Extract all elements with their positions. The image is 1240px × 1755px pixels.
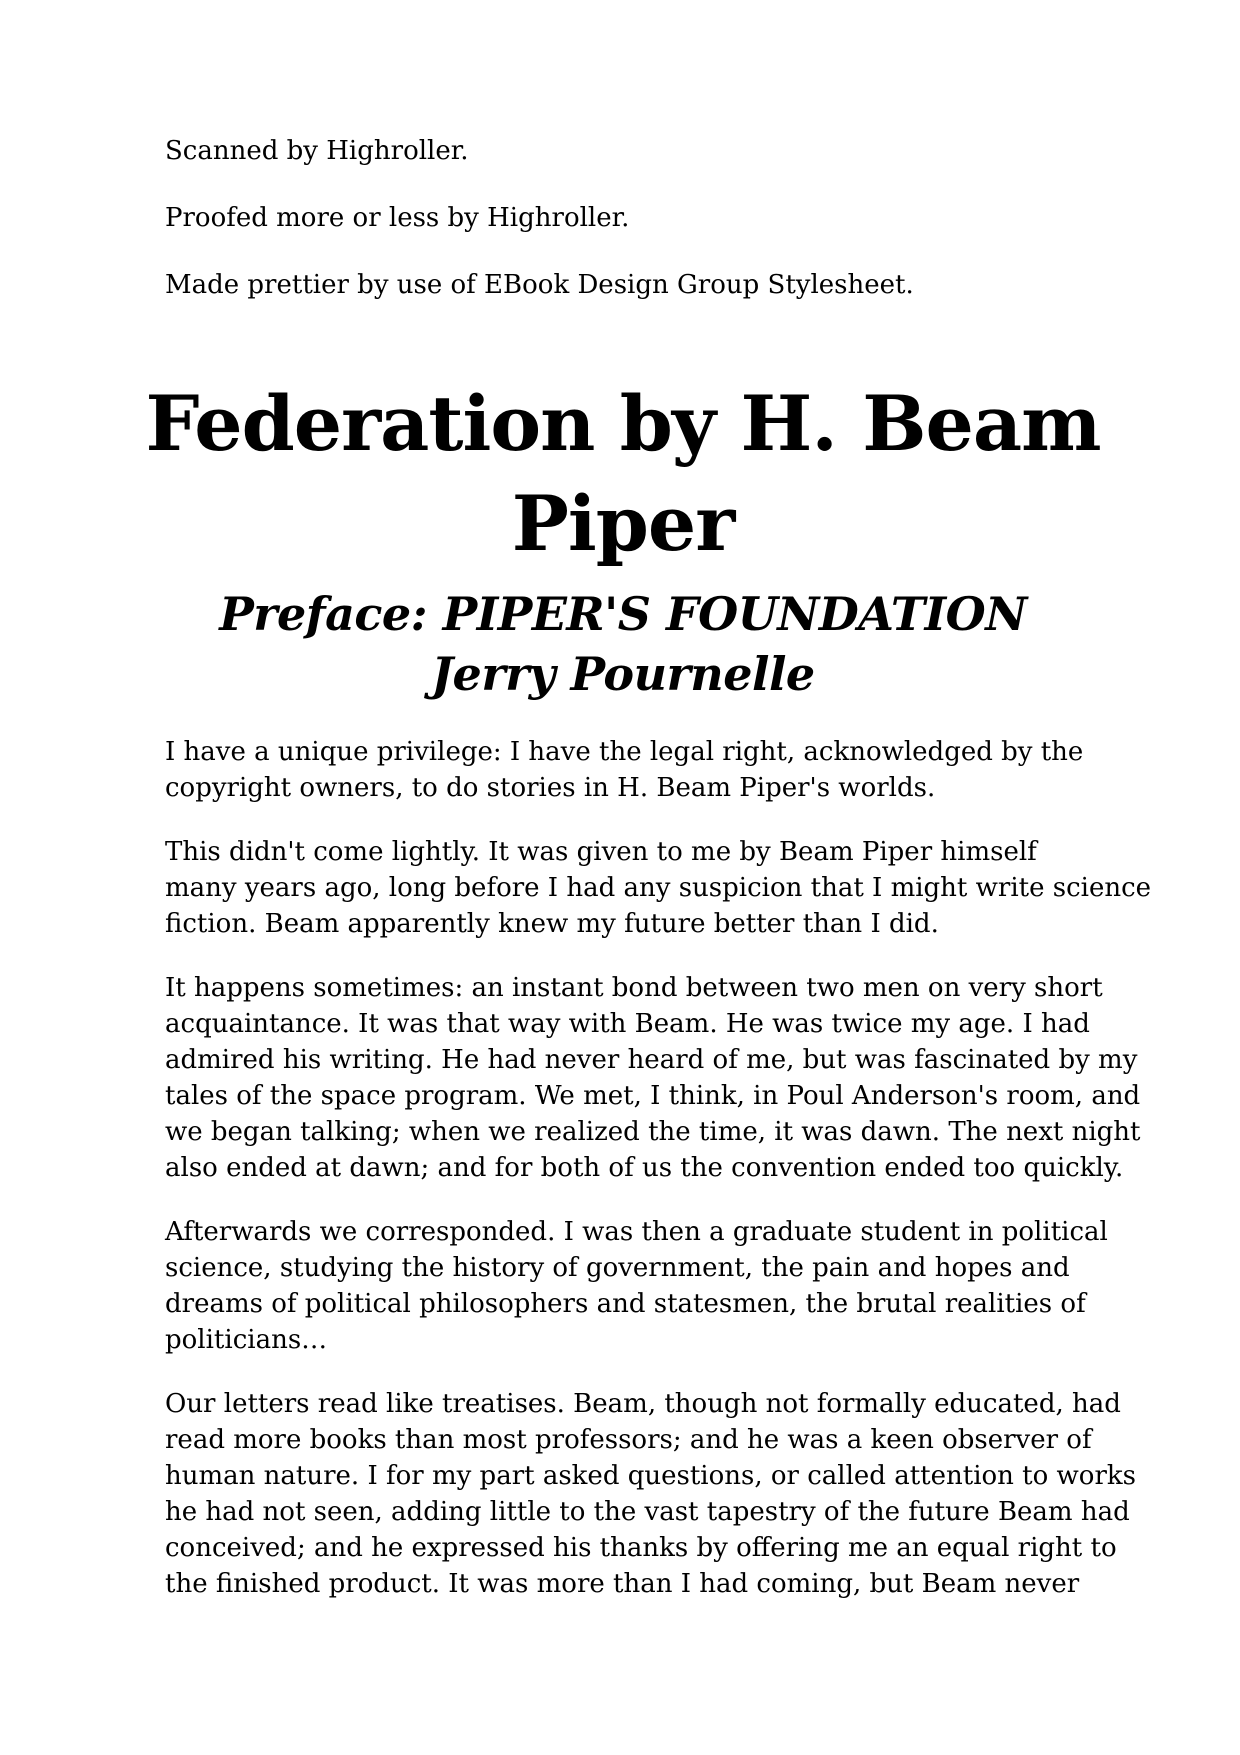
proof-credit: Proofed more or less by Highroller. (165, 203, 630, 233)
text-line: he had not seen, adding little to the vast tapestry of the future Beam had (165, 1497, 1130, 1527)
preface-title: Preface: PIPER'S FOUNDATION (219, 587, 1027, 641)
text-line: we began talking; when we realized the time, it was dawn. The next night (165, 1117, 1141, 1147)
book-title (127, 374, 1119, 574)
text-line: admired his writing. He had never heard of me, but was fascinated by my (165, 1045, 1138, 1075)
book-page (127, 134, 1152, 1602)
text-line: I have a unique privilege: I have the legal right, acknowledged by the (165, 737, 1084, 767)
paragraph-5 (127, 1386, 1136, 1602)
text-line: Afterwards we corresponded. I was then a graduate student in political (165, 1217, 1108, 1247)
text-line: Our letters read like treatises. Beam, though not formally educated, had (165, 1389, 1121, 1419)
text-line: conceived; and he expressed his thanks by offering me an equal right to (165, 1533, 1117, 1563)
text-line: It happens sometimes: an instant bond between two men on very short (165, 973, 1103, 1003)
paragraph-1 (127, 734, 1119, 806)
text-line: the finished product. It was more than I had coming, but Beam never (165, 1569, 1080, 1599)
text-line: read more books than most professors; and he was a keen observer of (165, 1425, 1092, 1455)
text-line: This didn't come lightly. It was given to me by Beam Piper himself (165, 837, 1037, 867)
text-line: dreams of political philosophers and statesmen, the brutal realities of (165, 1289, 1086, 1319)
text-line: acquaintance. It was that way with Beam. He was twice my age. I had (165, 1009, 1090, 1039)
paragraph-4 (127, 1214, 1119, 1358)
paragraph-3 (127, 970, 1141, 1186)
text-line: also ended at dawn; and for both of us the convention ended too quickly. (165, 1153, 1124, 1183)
book-title-line-2: Piper (511, 479, 735, 568)
book-title-line-1: Federation by H. Beam (145, 379, 1101, 468)
text-line: science, studying the history of government, the pain and hopes and (165, 1253, 1070, 1283)
stylesheet-credit: Made prettier by use of EBook Design Group Stylesheet. (165, 270, 914, 300)
scan-credit: Scanned by Highroller. (165, 136, 469, 166)
text-line: human nature. I for my part asked questions, or called attention to works (165, 1461, 1136, 1491)
preface-author: Jerry Pournelle (431, 647, 815, 701)
text-line: politicians… (165, 1325, 328, 1355)
text-line: tales of the space program. We met, I think, in Poul Anderson's room, and (165, 1081, 1141, 1111)
text-line: many years ago, long before I had any suspicion that I might write science (165, 873, 1152, 903)
text-line: fiction. Beam apparently knew my future better than I did. (165, 909, 939, 939)
preface-body (127, 734, 1152, 1602)
text-line: copyright owners, to do stories in H. Beam Piper's worlds. (165, 773, 936, 803)
paragraph-2 (127, 834, 1152, 942)
